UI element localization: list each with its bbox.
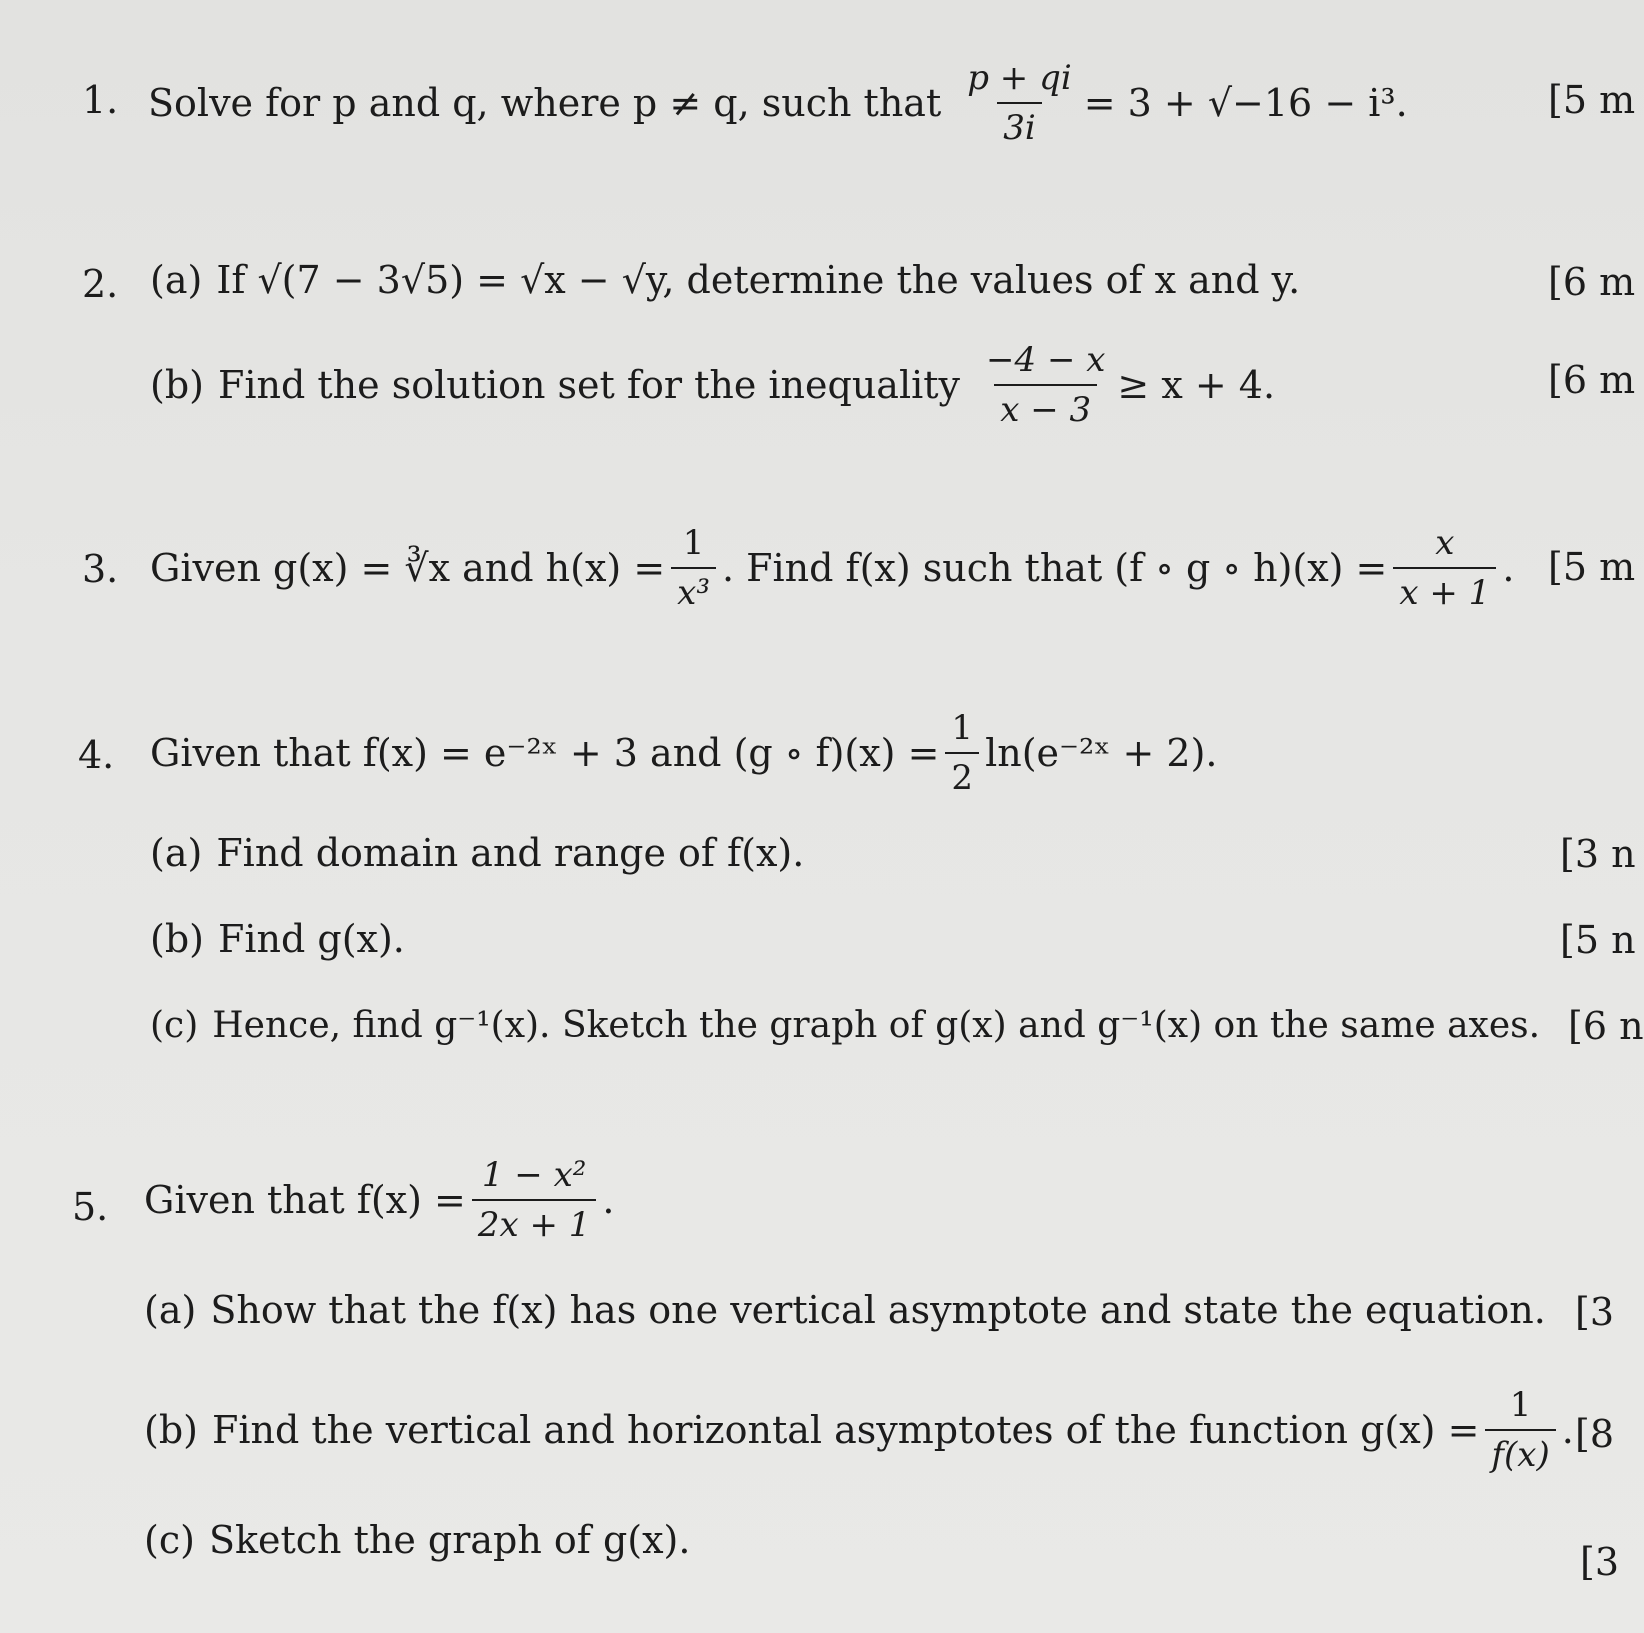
q5b-end: .	[1561, 1408, 1574, 1452]
q5a-label: (a)	[144, 1288, 197, 1332]
q2b-text: Find the solution set for the inequality	[217, 363, 961, 407]
q2a-label: (a)	[150, 258, 203, 302]
q3-h-numerator: 1	[682, 522, 705, 563]
q1-frac-numerator: p + qi	[967, 58, 1072, 98]
q2b-frac-numerator: −4 − x	[986, 340, 1106, 380]
q4-half-fraction	[945, 708, 979, 798]
q2a-statement	[150, 255, 1300, 305]
q4-text2: ln(e⁻²ˣ + 2).	[985, 730, 1218, 775]
q3-result-numerator: x	[1435, 522, 1455, 563]
q4-number: 4.	[78, 733, 115, 777]
q4a-label: (a)	[150, 831, 203, 875]
q4c-label: (c)	[150, 1004, 199, 1046]
q3-text1: Given g(x) = ∛x and h(x) =	[150, 545, 666, 590]
q3-number: 3.	[82, 547, 119, 591]
q4a-marks: [3 n	[1560, 832, 1636, 876]
q4c-text: Hence, find g⁻¹(x). Sketch the graph of g(x) and g⁻¹(x) on the same axes.	[212, 1004, 1541, 1046]
q2b-statement	[150, 340, 1275, 430]
q4b-statement	[150, 914, 405, 964]
q5c-label: (c)	[144, 1518, 195, 1562]
q1-statement	[148, 58, 1408, 148]
q4b-text: Find g(x).	[217, 917, 405, 961]
q3-result-fraction	[1393, 523, 1496, 613]
q3-h-denominator: x³	[671, 567, 716, 613]
q4c-marks: [6 n	[1568, 1004, 1644, 1048]
q1-text: Solve for p and q, where p ≠ q, such that	[148, 81, 942, 125]
q3-end: .	[1502, 545, 1515, 590]
q5b-g-denominator: f(x)	[1485, 1429, 1555, 1475]
q4c-statement	[150, 1000, 1540, 1050]
q2b-label: (b)	[150, 363, 204, 407]
q3-text2: . Find f(x) such that (f ∘ g ∘ h)(x) =	[721, 545, 1388, 590]
q1-frac-denominator: 3i	[997, 102, 1042, 148]
q5-f-fraction	[472, 1155, 597, 1245]
q5-f-denominator: 2x + 1	[472, 1199, 597, 1245]
q5b-marks: [8	[1575, 1412, 1615, 1456]
q5b-text: Find the vertical and horizontal asymptotes of the function g(x) =	[211, 1408, 1480, 1452]
q3-h-fraction	[671, 523, 716, 613]
q1-fraction	[961, 58, 1078, 148]
q4b-marks: [5 n	[1560, 918, 1636, 962]
q2a-marks: [6 m	[1548, 260, 1636, 304]
q2b-fraction	[980, 340, 1111, 430]
q2a-text: If √(7 − 3√5) = √x − √y, determine the values of x and y.	[216, 258, 1301, 302]
q5c-text: Sketch the graph of g(x).	[208, 1518, 691, 1562]
q5-statement	[144, 1145, 614, 1255]
q5b-label: (b)	[144, 1408, 198, 1452]
q5b-statement	[144, 1375, 1574, 1485]
q1-number: 1.	[82, 78, 119, 122]
q2-number: 2.	[82, 262, 119, 306]
q2b-rhs: ≥ x + 4.	[1117, 363, 1276, 407]
q5b-g-numerator: 1	[1509, 1385, 1532, 1425]
q3-marks: [5 m	[1548, 545, 1636, 589]
q5a-text: Show that the f(x) has one vertical asymptote and state the equation.	[210, 1288, 1546, 1332]
q5a-marks: [3	[1575, 1290, 1615, 1334]
q5-number: 5.	[72, 1185, 109, 1229]
q2b-marks: [6 m	[1548, 358, 1636, 402]
q4a-text: Find domain and range of f(x).	[216, 831, 805, 875]
q5-text: Given that f(x) =	[144, 1178, 466, 1222]
q4-text1: Given that f(x) = e⁻²ˣ + 3 and (g ∘ f)(x) =	[150, 730, 940, 775]
q3-statement	[150, 520, 1514, 615]
q4b-label: (b)	[150, 917, 204, 961]
q5c-marks: [3	[1580, 1540, 1620, 1584]
q5-end: .	[602, 1178, 615, 1222]
q3-result-denominator: x + 1	[1393, 567, 1496, 613]
q4-half-numerator: 1	[951, 707, 974, 748]
q1-marks: [5 m	[1548, 78, 1636, 122]
q1-rhs: = 3 + √−16 − i³.	[1083, 81, 1408, 125]
q5b-g-fraction	[1485, 1385, 1555, 1475]
q4-half-denominator: 2	[945, 752, 979, 798]
q4-statement	[150, 705, 1217, 800]
q4a-statement	[150, 828, 804, 878]
q5a-statement	[144, 1285, 1546, 1335]
q5-f-numerator: 1 − x²	[481, 1155, 587, 1195]
q5c-statement	[144, 1515, 690, 1565]
q2b-frac-denominator: x − 3	[994, 384, 1097, 430]
